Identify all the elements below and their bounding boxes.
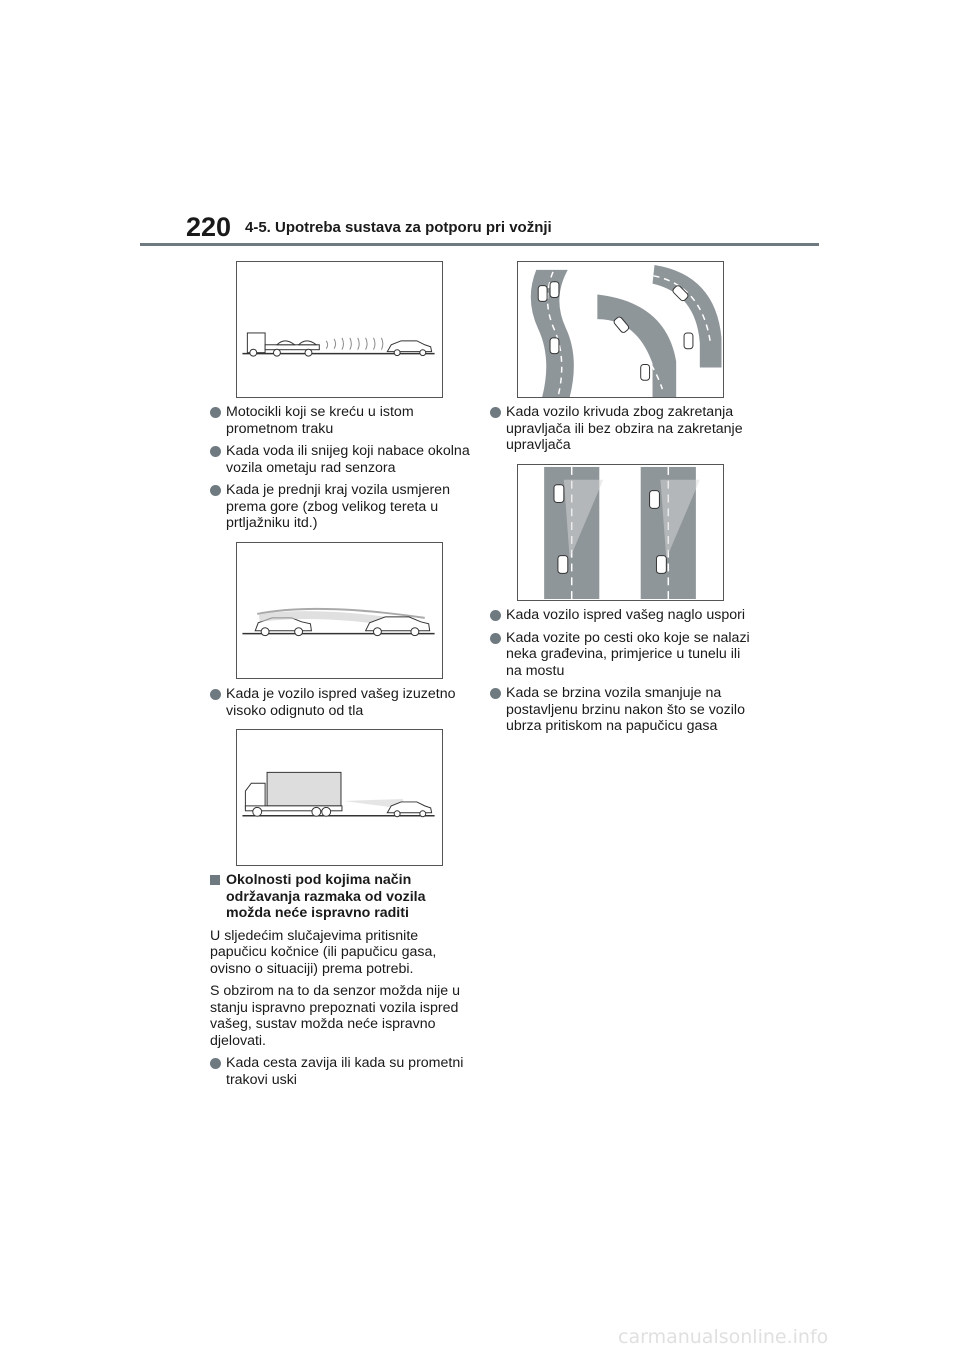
section-heading: [210, 872, 472, 922]
bullet-item: [210, 443, 470, 476]
paragraph: S obzirom na to da senzor možda nije u stanju ispravno prepoznati vozila ispred vašeg, sustav možda neće ispravno djelovati.: [210, 983, 460, 1049]
bullet-dot-icon: [210, 689, 221, 700]
figure-raised-car: [236, 542, 443, 679]
bullet-item: [210, 1055, 472, 1088]
bullet-dot-icon: [210, 1058, 221, 1069]
bullet-dot-icon: [490, 688, 501, 699]
bullet-item: [490, 630, 752, 680]
bullet-dot-icon: [490, 407, 501, 418]
heading-square-icon: [210, 875, 220, 885]
left-bullets-1: [210, 404, 470, 538]
bullet-text: Kada vozilo krivuda zbog zakretanja upravljača ili bez obzira na zakretanje upravljača: [506, 404, 743, 453]
figure-car-carrier: [236, 261, 443, 398]
right-bullets-1: [490, 404, 752, 460]
bullet-text: Kada vozite po cesti oko koje se nalazi neka građevina, primjerice u tunelu ili na mostu: [506, 629, 750, 679]
bullet-item: [210, 686, 470, 719]
paragraph: U sljedećim slučajevima pritisnite papučicu kočnice (ili papučicu gasa, ovisno o situaciji) prema potrebi.: [210, 927, 437, 977]
bullet-item: [210, 482, 470, 532]
bullet-text: Kada je vozilo ispred vašeg izuzetno visoko odignuto od tla: [226, 686, 456, 719]
left-section: [210, 872, 472, 1094]
figure-box-truck: [236, 729, 443, 866]
section-title: 4-5. Upotreba sustava za potporu pri vožnji: [245, 219, 552, 236]
bullet-dot-icon: [210, 407, 221, 418]
heading-text: Okolnosti pod kojima način održavanja razmaka od vozila možda neće ispravno raditi: [226, 872, 426, 921]
bullet-item: [490, 404, 752, 454]
page-number: 220: [186, 212, 232, 242]
left-bullets-2: [210, 686, 470, 725]
watermark: carmanualsonline.info: [618, 1326, 829, 1348]
bullet-dot-icon: [210, 485, 221, 496]
bullet-dot-icon: [490, 610, 501, 621]
bullet-dot-icon: [210, 446, 221, 457]
bullet-text: Kada cesta zavija ili kada su prometni trakovi uski: [226, 1055, 464, 1088]
bullet-text: Kada voda ili snijeg koji nabace okolna vozila ometaju rad senzora: [226, 443, 470, 476]
bullet-text: Kada je prednji kraj vozila usmjeren prema gore (zbog velikog tereta u prtljažniku itd.): [226, 482, 450, 531]
header-rule: [140, 243, 819, 246]
bullet-dot-icon: [490, 633, 501, 644]
bullet-item: [490, 607, 752, 624]
bullet-text: Motocikli koji se kreću u istom prometnom traku: [226, 404, 414, 437]
figure-curving-roads: [517, 261, 724, 398]
bullet-item: [210, 404, 470, 437]
bullet-text: Kada se brzina vozila smanjuje na postavljenu brzinu nakon što se vozilo ubrza pritiskom na papučicu gasa: [506, 685, 745, 734]
figure-sudden-deceleration: [517, 464, 724, 601]
right-bullets-2: [490, 607, 752, 741]
bullet-item: [490, 685, 752, 735]
bullet-text: Kada vozilo ispred vašeg naglo uspori: [506, 607, 745, 623]
